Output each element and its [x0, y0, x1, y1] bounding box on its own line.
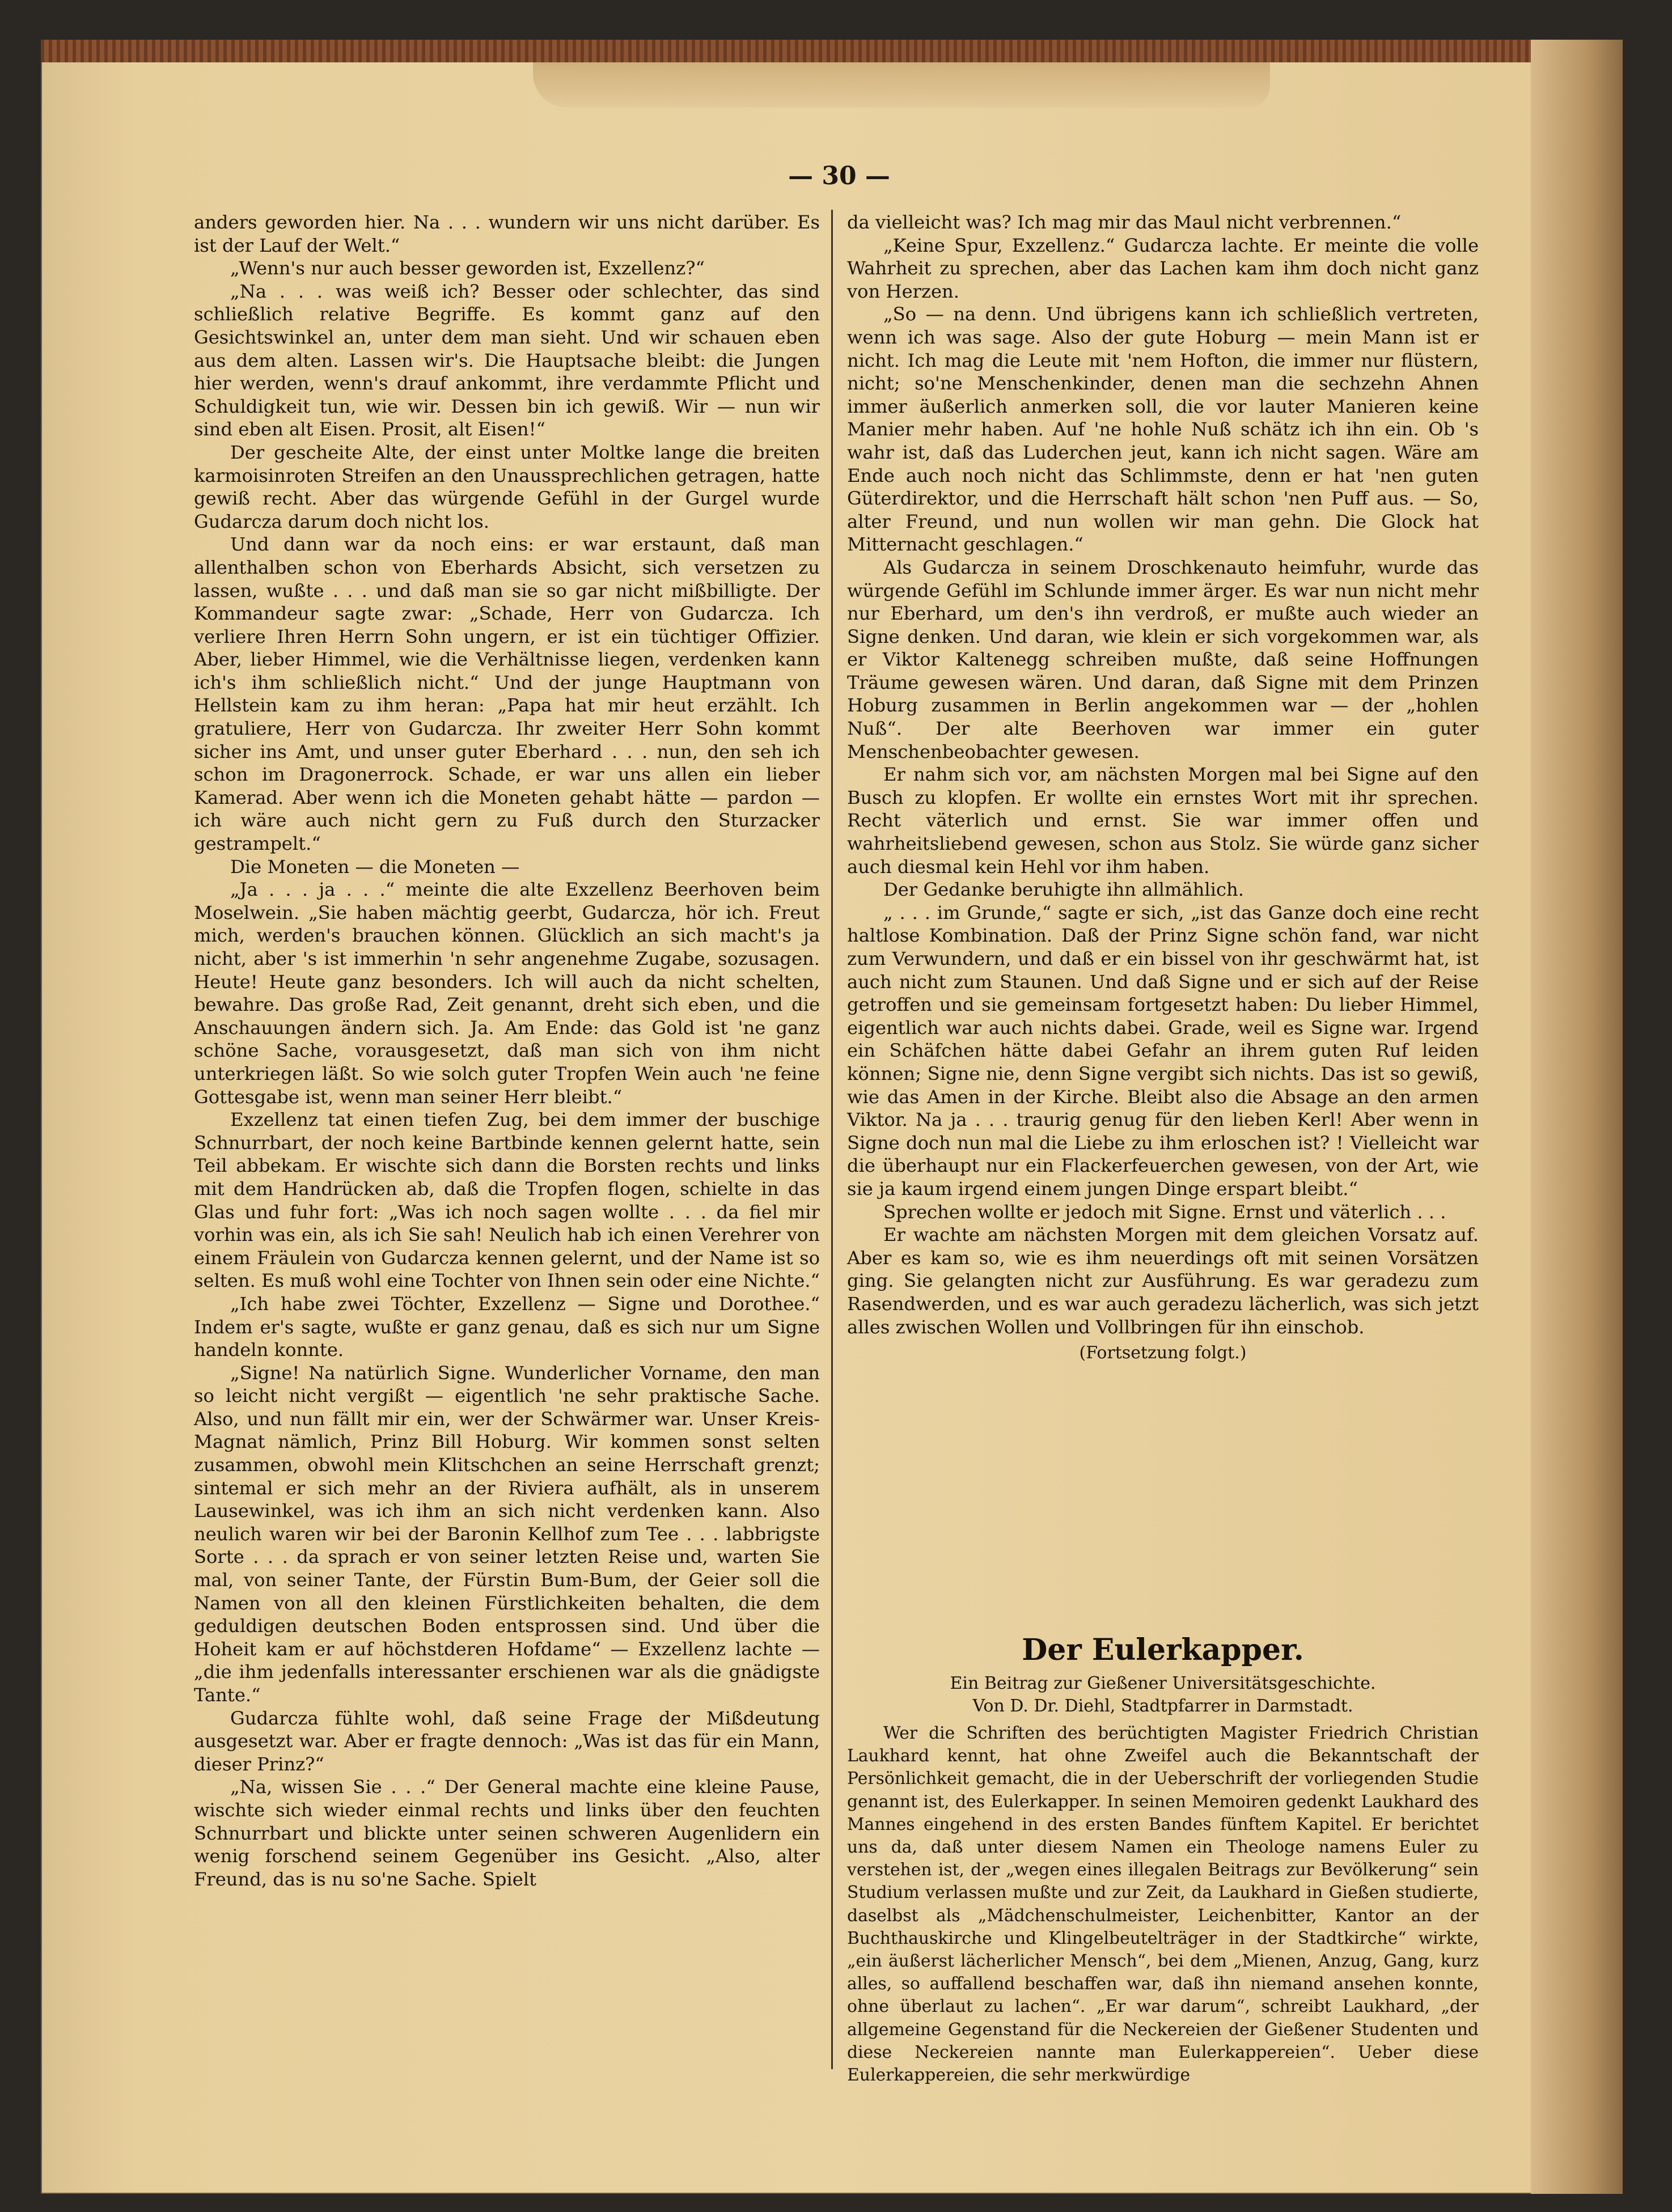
article-title: Der Eulerkapper.: [1022, 1633, 1304, 1667]
paragraph: Die Moneten — die Moneten —: [230, 855, 520, 878]
paragraph: „Na, wissen Sie . . .“ Der General machte eine kleine Pause, wischte sich wieder einmal rechts und links über den feuchten Schnurrbart und blickte unter seinen schweren Augenlidern ein wenig forschend seinem Gegenüber ins Gesicht. „Also, alter Freund, das is nu so'ne Sache. Spielt: [194, 1776, 820, 1890]
paragraph: „Signe! Na natürlich Signe. Wunderlicher Vorname, den man so leicht nicht vergißt — eigentlich 'ne sehr praktische Sache. Also, und nun fällt mir ein, wer der Schwärmer war. Unser Kreis-Magnat nämlich, Prinz Bill Hoburg. Wir kommen sonst selten zusammen, obwohl mein Klitschchen an seine Herrschaft grenzt; sintemal er sich mehr an der Riviera aufhält, als in unserem Lausewinkel, was ich ihm an sich nicht verdenken kann. Also neulich waren wir bei der Baronin Kellhof zum Tee . . . labbrigste Sorte . . . da sprach er von seiner letzten Reise und, warten Sie mal, von seiner Tante, der Fürstin Bum-Bum, der Geier soll die Namen von all den kleinen Fürstlichkeiten behalten, die dem geduldigen deutschen Boden entsprossen sind. Und über die Hoheit kam er auf höchstderen Hofdame“ — Exzellenz lachte — „die ihm jedenfalls interessanter erschienen war als die gnädigste Tante.“: [194, 1362, 820, 1706]
paragraph: „Wenn's nur auch besser geworden ist, Exzellenz?“: [230, 257, 705, 279]
paragraph: „So — na denn. Und übrigens kann ich schließlich vertreten, wenn ich was sage. Also der gute Hoburg — mein Mann ist er nicht. Ich mag die Leute mit 'nem Hofton, die immer nur flüstern, nicht; so'ne Menschenkinder, denen man die sechzehn Ahnen immer äußerlich anmerken soll, die vor lauter Manieren keine Manier mehr haben. Auf 'ne hohle Nuß schätz ich ihn ein. Ob 's wahr ist, daß das Luderchen jeut, kann ich nicht sagen. Wäre am Ende auch noch nicht das Schlimmste, denn er hat 'nen guten Güterdirektor, und die Herrschaft hält schon 'nen Puff aus. — So, alter Freund, und nun wollen wir man gehn. Die Glock hat Mitternacht geschlagen.“: [847, 303, 1479, 556]
paragraph: Gudarcza fühlte wohl, daß seine Frage der Mißdeutung ausgesetzt war. Aber er fragte dennoch: „Was ist das für ein Mann, dieser Prinz?“: [194, 1707, 820, 1775]
paragraph: „Keine Spur, Exzellenz.“ Gudarcza lachte. Er meinte die volle Wahrheit zu sprechen, aber das Lachen kam ihm doch nicht ganz von Herzen.: [847, 234, 1479, 302]
binding-top-band: [41, 40, 1623, 62]
paragraph: „Na . . . was weiß ich? Besser oder schlechter, das sind schließlich relative Begriffe. Es kommt ganz auf den Gesichtswinkel an, unter dem man sieht. Und wir schauen eben aus dem alten. Lassen wir's. Die Hauptsache bleibt: die Jungen hier werden, wenn's drauf ankommt, ihre verdammte Pflicht und Schuldigkeit tun, wie wir. Dessen bin ich gewiß. Wir — nun wir sind eben alt Eisen. Prosit, alt Eisen!“: [194, 280, 820, 440]
paragraph: Sprechen wollte er jedoch mit Signe. Ernst und väterlich . . .: [883, 1201, 1446, 1223]
column-divider: [831, 210, 833, 2069]
paragraph: „Ich habe zwei Töchter, Exzellenz — Signe und Dorothee.“ Indem er's sagte, wußte er ganz genau, daß es sich nur um Signe handeln konnte.: [194, 1293, 820, 1361]
article-body: [847, 1722, 1479, 2087]
binding-right-edge: [1531, 40, 1623, 2194]
paragraph: „ . . . im Grunde,“ sagte er sich, „ist das Ganze doch eine recht haltlose Kombination. Daß der Prinz Signe schön fand, war nicht zum Verwundern, und daß er ein bissel von ihr geschwärmt hat, ist auch nicht zum Staunen. Und daß Signe und er sich auf der Reise getroffen und sie gemeinsam fortgesetzt haben: Du lieber Himmel, eigentlich war auch nichts dabei. Grade, weil es Signe war. Irgend ein Schäfchen hätte dabei Gefahr an ihrem guten Ruf leiden können; Signe nie, denn Signe vergibt sich nichts. Das ist so gewiß, wie das Amen in der Kirche. Bleibt also die Absage an den armen Viktor. Na ja . . . traurig genug für den lieben Kerl! Aber wenn in Signe doch nun mal die Liebe zu ihm erloschen ist? ! Vielleicht war die überhaupt nur ein Flackerfeuerchen gewesen, von der Art, wie sie ja kaum irgend einem jungen Dinge erspart bleibt.“: [847, 901, 1479, 1200]
article-header: [847, 1672, 1479, 1718]
paragraph: „Ja . . . ja . . .“ meinte die alte Exzellenz Beerhoven beim Moselwein. „Sie haben mächtig geerbt, Gudarcza, hör ich. Freut mich, werden's brauchen können. Glücklich an sich macht's ja nicht, aber 's ist immerhin 'n sehr angenehme Zugabe, sozusagen. Heute! Heute ganz besonders. Ich will auch da nicht schelten, bewahre. Das große Rad, Zeit genannt, dreht sich eben, und die Anschauungen ändern sich. Ja. Am Ende: das Gold ist 'ne ganz schöne Sache, vorausgesetzt, daß man sich von ihm nicht unterkriegen läßt. So wie solch guter Tropfen Wein auch 'ne feine Gottesgabe ist, wenn man seiner Herr bleibt.“: [194, 879, 820, 1108]
page-number: — 30 —: [788, 162, 890, 190]
paragraph: Und dann war da noch eins: er war erstaunt, daß man allenthalben schon von Eberhards Absicht, sich versetzen zu lassen, wußte . . . und daß man sie so gar nicht mißbilligte. Der Kommandeur sagte zwar: „Schade, Herr von Gudarcza. Ich verliere Ihren Herrn Sohn ungern, er ist ein tüchtiger Offizier. Aber, lieber Himmel, wie die Verhältnisse liegen, verdenken kann ich's ihm schließlich nicht.“ Und der junge Hauptmann von Hellstein kam zu ihm heran: „Papa hat mir heut erzählt. Ich gratuliere, Herr von Gudarcza. Ihr zweiter Herr Sohn kommt sicher ins Amt, und unser guter Eberhard . . . nun, den seh ich schon im Dragonerrock. Schade, er war uns allen ein lieber Kamerad. Aber wenn ich die Moneten gehabt hätte — pardon — ich wäre auch nicht gern zu Fuß durch den Sturzacker gestrampelt.“: [194, 533, 820, 855]
paragraph: Exzellenz tat einen tiefen Zug, bei dem immer der buschige Schnurrbart, der noch keine Bartbinde kennen gelernt hatte, sein Teil abbekam. Er wischte sich dann die Borsten rechts und links mit dem Handrücken ab, daß die Tropfen flogen, schielte in das Glas und fuhr fort: „Was ich noch sagen wollte . . . da fiel mir vorhin was ein, als ich Sie sah! Neulich hab ich einen Verehrer von einem Fräulein von Gudarcza kennen gelernt, und der Name ist so selten. Es muß wohl eine Tochter von Ihnen sein oder eine Nichte.“: [194, 1109, 820, 1292]
article-subtitle: Ein Beitrag zur Gießener Universitätsgeschichte.: [950, 1673, 1376, 1693]
paragraph: Er nahm sich vor, am nächsten Morgen mal bei Signe auf den Busch zu klopfen. Er wollte ein ernstes Wort mit ihr sprechen. Recht väterlich und ernst. Sie war immer offen und wahrheitsliebend gewesen, schon aus Stolz. Sie würde ganz sicher auch diesmal kein Hehl vor ihm haben.: [847, 764, 1479, 878]
paragraph: Er wachte am nächsten Morgen mit dem gleichen Vorsatz auf. Aber es kam so, wie es ihm neuerdings oft mit seinen Vorsätzen ging. Sie gelangten nicht zur Ausführung. Es war geradezu zum Rasendwerden, und es war auch geradezu lächerlich, was sich jetzt alles zwischen Wollen und Vollbringen für ihn einschob.: [847, 1224, 1479, 1338]
paragraph: da vielleicht was? Ich mag mir das Maul nicht verbrennen.“: [847, 211, 1402, 233]
paper-tear: [533, 62, 1270, 108]
article-byline: Von D. Dr. Diehl, Stadtpfarrer in Darmstadt.: [972, 1696, 1353, 1716]
paragraph: Als Gudarcza in seinem Droschkenauto heimfuhr, wurde das würgende Gefühl im Schlunde immer ärger. Es war nun nicht mehr nur Eberhard, um den's ihn verdroß, er mußte auch wieder an Signe denken. Und daran, wie klein er sich vorgekommen war, als er Viktor Kaltenegg schreiben mußte, daß seine Hoffnungen Träume gewesen wären. Und daran, daß Signe mit dem Prinzen Hoburg zusammen in Berlin angekommen war — der „hohlen Nuß“. Der alte Beerhoven war immer ein guter Menschenbeobachter gewesen.: [847, 556, 1479, 762]
continuation-note: (Fortsetzung folgt.): [1079, 1343, 1247, 1363]
paragraph: Wer die Schriften des berüchtigten Magister Friedrich Christian Laukhard kennt, hat ohne Zweifel auch die Bekanntschaft der Persönlichkeit gemacht, die in der Ueberschrift der vorliegenden Studie genannt ist, des Eulerkapper. In seinen Memoiren gedenkt Laukhard des Mannes eingehend in des ersten Bandes fünftem Kapitel. Er berichtet uns da, daß unter diesem Namen ein Theologe namens Euler zu verstehen ist, der „wegen eines illegalen Beitrags zur Bevölkerung“ sein Studium verlassen mußte und zur Zeit, da Laukhard in Gießen studierte, daselbst als „Mädchenschulmeister, Leichenbitter, Kantor an der Buchthauskirche und Klingelbeutelträger in der Stadtkirche“ wirkte, „ein äußerst lächerlicher Mensch“, bei dem „Mienen, Anzug, Gang, kurz alles, so auffallend beschaffen war, daß ihn niemand ansehen konnte, ohne überlaut zu lachen“. „Er war darum“, schreibt Laukhard, „der allgemeine Gegenstand für die Neckereien der Gießener Studenten und diese Neckereien nannte man Eulerkappereien“. Ueber diese Eulerkappereien, die sehr merkwürdige: [847, 1723, 1479, 2086]
right-column: [847, 211, 1479, 1365]
left-column: [194, 211, 820, 1891]
paragraph: Der Gedanke beruhigte ihn allmählich.: [883, 879, 1244, 901]
paragraph: Der gescheite Alte, der einst unter Moltke lange die breiten karmoisinroten Streifen an den Unaussprechlichen getragen, hatte gewiß recht. Aber das würgende Gefühl in der Gurgel wurde Gudarcza darum doch nicht los.: [194, 441, 820, 532]
paragraph: anders geworden hier. Na . . . wundern wir uns nicht darüber. Es ist der Lauf der Welt.“: [194, 211, 820, 256]
